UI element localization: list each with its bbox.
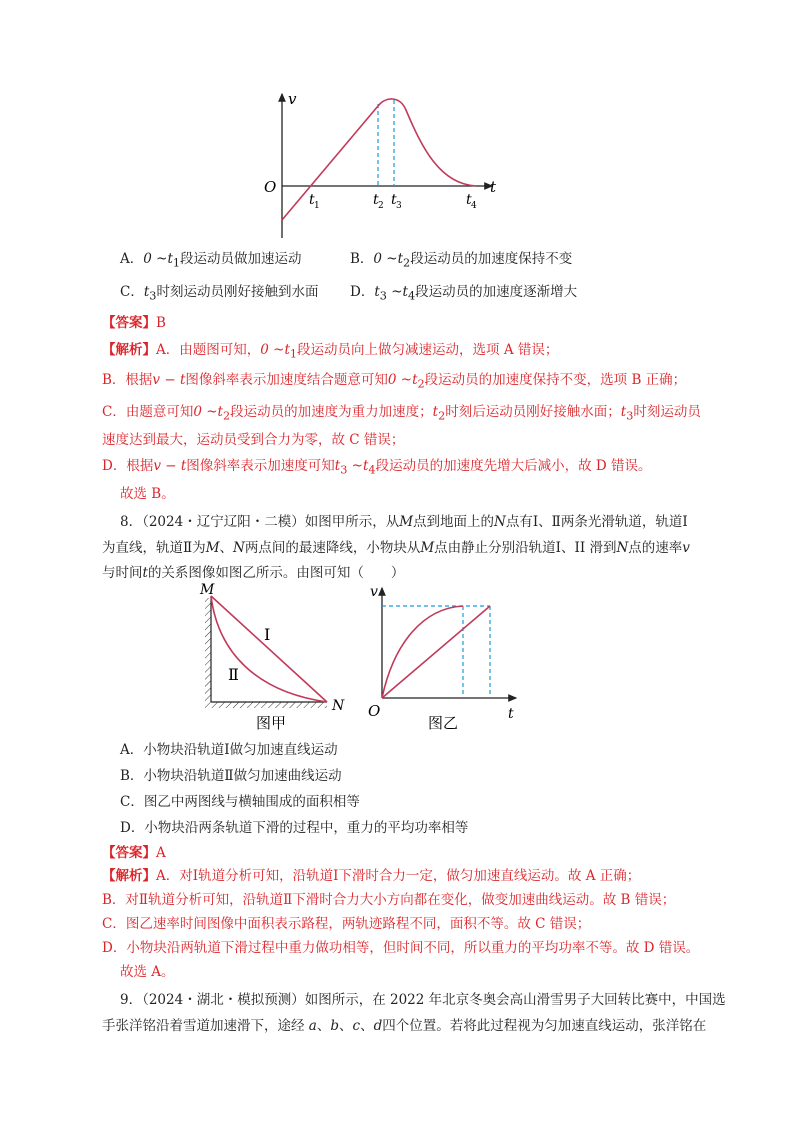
q8-option-c: C．图乙中两图线与横轴围成的面积相等 [120, 794, 360, 810]
q7-analysis-a: 【解析】A．由题图可知，0 $\sim t_1$段运动员向上做匀减速运动，选项 A 错误； [102, 342, 559, 361]
q9-stem-line1: 9．（2024・湖北・模拟预测）如图所示，在 2022 年北京冬奥会高山滑雪男子大回转比赛中，中国选 [120, 992, 726, 1008]
label-t1: t [309, 192, 315, 208]
label-track-I: Ⅰ [264, 625, 271, 644]
q7-analysis-b: B．根据v − t图像斜率表示加速度结合题意可知0 $\sim t_2$段运动员的加速度保持不变，选项 B 正确； [102, 372, 687, 391]
label-t2-sub: 2 [378, 201, 384, 211]
q8-stem-line1: 8．（2024・辽宁辽阳・二模）如图甲所示，从M点到地面上的N点有Ⅰ、Ⅱ两条光滑轨道，轨道Ⅰ [120, 514, 688, 530]
yi-label-O: O [368, 702, 381, 720]
caption-jia: 图甲 [256, 714, 287, 732]
label-t: t [490, 178, 497, 196]
yi-curve-II [382, 606, 463, 698]
caption-yi: 图乙 [428, 714, 459, 732]
ground-hatch [205, 702, 327, 708]
q7-option-c: C．$t_3$时刻运动员刚好接触到水面 [120, 284, 319, 303]
q7-option-a: A．0 $\sim t_1$段运动员做加速运动 [120, 251, 302, 270]
q8-analysis-a: 【解析】A．对Ⅰ轨道分析可知，沿轨道Ⅰ下滑时合力一定，做匀加速直线运动。故 A 正确； [102, 868, 641, 884]
q8-conclusion: 故选 A。 [120, 964, 175, 980]
label-t3-sub: 3 [396, 201, 402, 211]
q8-analysis-b: B．对Ⅱ轨道分析可知，沿轨道Ⅱ下滑时合力大小方向都在变化，做变加速曲线运动。故 B 错误； [102, 892, 676, 908]
q7-option-d: D．$t_3$ $\sim t_4$段运动员的加速度逐渐增大 [350, 284, 578, 303]
q8-option-a: A．小物块沿轨道Ⅰ做匀加速直线运动 [120, 742, 338, 758]
q8-stem-line2: 为直线，轨道Ⅱ为M、N两点间的最速降线，小物块从M点由静止分别沿轨道Ⅰ、II 滑到N点的速率v [102, 540, 690, 556]
yi-label-t: t [508, 706, 514, 722]
label-t3: t [391, 192, 397, 208]
label-track-II: Ⅱ [228, 665, 239, 684]
label-v: v [288, 90, 297, 108]
q8-analysis-c: C．图乙速率时间图像中面积表示路程，两轨迹路程不同，面积不等。故 C 错误； [102, 916, 591, 932]
q7-conclusion: 故选 B。 [120, 486, 175, 502]
wall-hatch [205, 598, 211, 702]
q8-option-b: B．小物块沿轨道Ⅱ做匀加速曲线运动 [120, 768, 342, 784]
label-N: N [332, 698, 345, 714]
label-t2: t [373, 192, 379, 208]
label-O: O [264, 178, 277, 196]
vt-graph-figure [260, 88, 500, 248]
q7-answer: 【答案】B [102, 315, 166, 331]
yi-label-v: v [370, 584, 378, 600]
q8-analysis-d: D．小物块沿两轨道下滑过程中重力做功相等，但时间不同，所以重力的平均功率不等。故 D 错误。 [102, 940, 700, 956]
q7-option-b: B．0 $\sim t_2$段运动员的加速度保持不变 [350, 251, 573, 270]
label-t4: t [466, 192, 472, 208]
q8-option-d: D．小物块沿两条轨道下滑的过程中，重力的平均功率相等 [120, 820, 469, 836]
q7-analysis-c-line2: 速度达到最大，运动员受到合力为零，故 C 错误； [102, 432, 405, 448]
q7-analysis-c: C．由题意可知0 $\sim t_2$段运动员的加速度为重力加速度；$t_2$时刻后运动员刚好接触水面；$t_3$时刻运动员 [102, 404, 701, 423]
track-I [211, 596, 327, 702]
q7-analysis-d: D．根据v − t图像斜率表示加速度可知$t_3$ $\sim t_4$段运动员的加速度先增大后减小，故 D 错误。 [102, 458, 652, 477]
label-M: M [200, 582, 215, 598]
q9-stem-line2: 手张洋铭沿着雪道加速滑下，途经 a、b、c、d四个位置。若将此过程视为匀加速直线运动，张洋铭在 [102, 1018, 707, 1034]
label-t4-sub: 4 [471, 201, 477, 211]
track-figure [196, 582, 356, 732]
label-t1-sub: 1 [314, 201, 320, 211]
vt-compare-figure [364, 582, 524, 732]
q8-answer: 【答案】A [102, 845, 166, 861]
q8-stem-line3: 与时间t的关系图像如图乙所示。由图可知（ ） [102, 565, 405, 581]
